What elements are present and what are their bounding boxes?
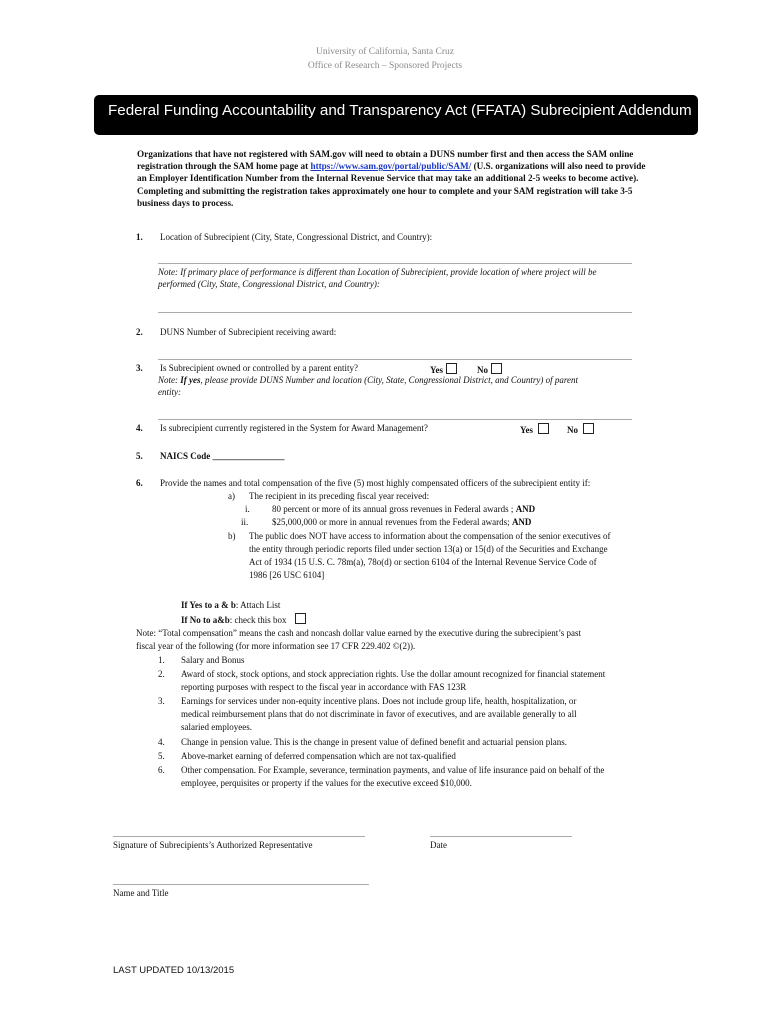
q6-no-checkbox[interactable] [295,613,306,624]
q3-no-label: No [477,365,488,375]
q4-no-label: No [567,425,578,435]
q4-number: 4. [136,423,143,433]
q3-yes-option[interactable] [430,363,457,375]
comp-note-line2: fiscal year of the following (for more information see 17 CFR 229.402 ©(2)). [136,641,416,651]
org-name: University of California, Santa Cruz [316,47,454,57]
q6-no-rest: : check this box [229,615,287,625]
q3-note-line2: entity: [158,387,181,397]
q6-ii-text [272,517,531,527]
intro-text-end: (U.S. organizations will also need to provide an Employer Identification Number from the Internal Revenue Service that may take an additional 2-5 weeks to become active). Completing and submitting the registration takes approximately one hour to complete and your SAM registration will take 3-5 business days to process. [137,161,646,208]
q6-ii-label: ii. [241,517,249,527]
intro-text: Organizations that have not registered with SAM.gov will need to obtain a DUNS number first and then access the SAM online registration through the SAM home page at [137,149,634,172]
sam-link[interactable]: https://www.sam.gov/portal/public/SAM/ [310,161,472,172]
comp-item-3-num: 3. [158,696,165,706]
q6-ii-and: AND [511,517,532,527]
q6-text: Provide the names and total compensation of the five (5) most highly compensated officers of the subrecipient entity if: [160,478,591,488]
q1-note-line1: Note: If primary place of performance is different than Location of Subrecipient, provide location of where project will be [158,267,597,277]
comp-item-2-line1: Award of stock, stock options, and stock appreciation rights. Use the dollar amount recognized for financial statement [181,669,606,679]
comp-item-3-line2: medical reimbursement plans that do not discriminate in favor of executives, and are available generally to all [181,709,577,719]
name-title-line[interactable] [113,884,369,885]
q4-yes-label: Yes [520,425,533,435]
comp-item-5-num: 5. [158,751,165,761]
title-banner [94,95,698,135]
q6-yes-instruction [181,600,280,610]
comp-item-3-line3: salaried employees. [181,722,252,732]
comp-item-6-line1: Other compensation. For Example, severance, termination payments, and value of life insurance paid on behalf of the [181,765,605,775]
q4-no-checkbox[interactable] [583,423,594,434]
q6-a-label: a) [228,491,235,501]
q5-number: 5. [136,451,143,461]
q3-note-rest: , please provide DUNS Number and location (City, State, Congressional District, and Country) of parent [200,375,578,385]
page-title: Federal Funding Accountability and Transparency Act (FFATA) Subrecipient Addendum [108,102,692,119]
q3-text: Is Subrecipient owned or controlled by a parent entity? [160,363,358,373]
q1-number: 1. [136,232,143,242]
office-name: Office of Research – Sponsored Projects [307,61,463,71]
q6-yes-rest: : Attach List [235,600,281,610]
comp-item-6-line2: employee, perquisites or property if the values for the executive exceed $10,000. [181,778,472,788]
q6-b-line4: 1986 [26 USC 6104] [249,570,325,580]
q6-no-bold: If No to a&b [181,615,230,625]
q6-number: 6. [136,478,143,488]
comp-item-1-line1: Salary and Bonus [181,655,245,665]
q1-note-line2: performed (City, State, Congressional District, and Country): [158,279,380,289]
q3-yes-label: Yes [430,365,443,375]
comp-item-4-num: 4. [158,737,165,747]
q6-no-instruction [181,613,306,625]
comp-item-4-line1: Change in pension value. This is the change in present value of defined benefit and actuarial pension plans. [181,737,567,747]
q6-b-line3: Act of 1934 (15 U.S. C. 78m(a), 78o(d) or section 6104 of the Internal Revenue Service Code of [249,557,597,567]
q1-answer-line[interactable] [158,263,632,264]
q3-note-prefix: Note: [158,375,181,385]
q6-i-label: i. [245,504,250,514]
q5-naics-field[interactable]: NAICS Code ________________ [160,451,285,461]
q3-note-bold: If yes [180,375,201,385]
last-updated: LAST UPDATED 10/13/2015 [113,965,235,976]
q3-note-line1 [158,375,578,385]
q6-i-and: AND [515,504,536,514]
comp-item-6-num: 6. [158,765,165,775]
comp-item-2-num: 2. [158,669,165,679]
q4-no-option[interactable] [567,423,594,435]
q3-answer-line[interactable] [158,419,632,420]
q6-i-body: 80 percent or more of its annual gross revenues in Federal awards ; [272,504,516,514]
q6-ii-body: $25,000,000 or more in annual revenues from the Federal awards; [272,517,512,527]
q2-answer-line[interactable] [158,359,632,360]
q4-yes-option[interactable] [520,423,549,435]
comp-note-line1: Note: “Total compensation” means the cash and noncash dollar value earned by the executive during the subrecipient’s past [136,628,581,638]
q1-note-answer-line[interactable] [158,312,632,313]
q3-no-checkbox[interactable] [491,363,502,374]
q6-b-line1: The public does NOT have access to information about the compensation of the senior executives of [249,531,611,541]
name-title-label: Name and Title [113,888,169,898]
q2-text: DUNS Number of Subrecipient receiving award: [160,327,337,337]
date-line[interactable] [430,836,572,837]
q6-b-line2: the entity through periodic reports filed under section 13(a) or 15(d) of the Securities and Exchange [249,544,608,554]
q4-yes-checkbox[interactable] [538,423,549,434]
q6-b-label: b) [228,531,236,541]
comp-item-3-line1: Earnings for services under non-equity incentive plans. Does not include group life, health, hospitalization, or [181,696,577,706]
date-label: Date [430,840,447,850]
signature-label: Signature of Subrecipients’s Authorized Representative [113,840,313,850]
q2-number: 2. [136,327,143,337]
q1-text: Location of Subrecipient (City, State, Congressional District, and Country): [160,232,433,242]
q6-a-text: The recipient in its preceding fiscal year received: [249,491,430,501]
q3-yes-checkbox[interactable] [446,363,457,374]
signature-line[interactable] [113,836,365,837]
comp-item-5-line1: Above-market earning of deferred compensation which are not tax-qualified [181,751,456,761]
q3-number: 3. [136,363,143,373]
q3-no-option[interactable] [477,363,502,375]
q6-yes-bold: If Yes to a & b [181,600,236,610]
comp-item-1-num: 1. [158,655,165,665]
comp-item-2-line2: reporting purposes with respect to the fiscal year in accordance with FAS 123R [181,682,467,692]
intro-paragraph [137,148,647,209]
q4-text: Is subrecipient currently registered in the System for Award Management? [160,423,428,433]
q6-i-text [272,504,535,514]
